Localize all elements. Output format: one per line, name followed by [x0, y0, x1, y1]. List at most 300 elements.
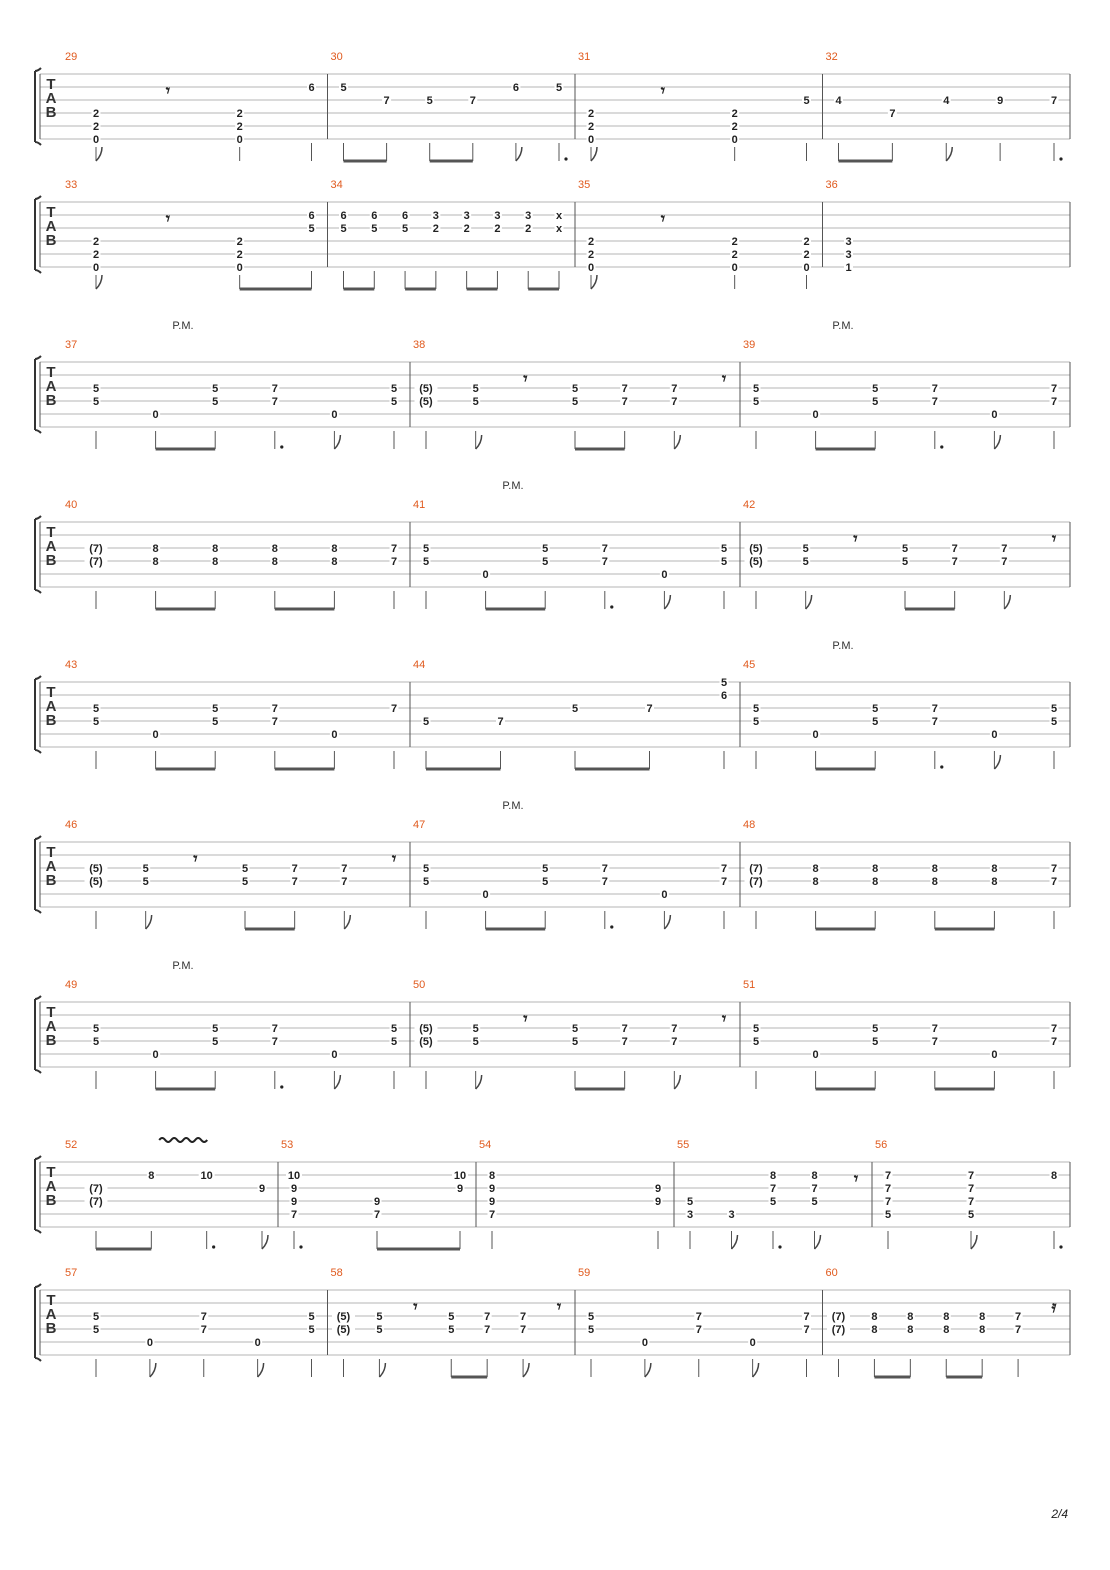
fret-number: 7 [497, 716, 504, 728]
fret-number: 7 [271, 716, 278, 728]
measure-number: 38 [413, 339, 426, 351]
fret-number: 7 [271, 703, 278, 715]
fret-number: 3 [432, 210, 439, 222]
fret-number: 7 [621, 1036, 628, 1048]
fret-number: 7 [621, 383, 628, 395]
fret-number: 5 [571, 1036, 579, 1048]
fret-number: 7 [931, 703, 938, 715]
rest-symbol: 𝄾 [523, 1011, 528, 1028]
fret-number: 5 [752, 716, 760, 728]
fret-number: 5 [142, 876, 149, 888]
fret-number: 0 [991, 409, 998, 421]
fret-number: 5 [555, 82, 563, 94]
fret-number: 5 [376, 1324, 383, 1336]
fret-number: 5 [884, 1209, 892, 1221]
fret-number: 7 [390, 556, 398, 568]
note-flag [994, 435, 1000, 449]
fret-number: 0 [731, 134, 738, 146]
tab-clef-letter: T [46, 204, 56, 221]
note-flag [379, 1363, 385, 1377]
tab-clef-letter: B [45, 1192, 57, 1209]
fret-number: (7) [749, 863, 763, 875]
fret-number: 5 [803, 95, 810, 107]
palm-mute-label: P.M. [172, 960, 194, 972]
fret-number: 5 [571, 703, 579, 715]
fret-number: 0 [254, 1337, 261, 1349]
tab-system [0, 800, 1110, 978]
fret-number: 0 [731, 262, 738, 274]
fret-number: 8 [811, 1170, 818, 1182]
measure-number: 52 [65, 1139, 78, 1151]
measure-number: 43 [65, 659, 78, 671]
measure-number: 44 [413, 659, 426, 671]
fret-number: 8 [991, 863, 998, 875]
page-number: 2/4 [1051, 1507, 1068, 1521]
fret-number: 0 [587, 262, 595, 274]
note-flag [753, 1363, 759, 1377]
fret-number: 8 [979, 1324, 986, 1336]
fret-number: 0 [482, 889, 489, 901]
fret-number: 7 [341, 876, 348, 888]
fret-number: 7 [390, 703, 398, 715]
fret-number: (7) [749, 876, 763, 888]
fret-number: 7 [520, 1324, 527, 1336]
fret-number: 0 [812, 1049, 819, 1061]
measure-number: 34 [330, 179, 343, 191]
fret-number: 9 [488, 1183, 496, 1195]
fret-number: 8 [872, 863, 879, 875]
tab-clef-letter: B [45, 1320, 57, 1337]
tab-clef-letter: B [45, 1032, 57, 1049]
tab-clef-letter: A [45, 858, 57, 875]
fret-number: 5 [212, 396, 219, 408]
duration-dot [1059, 157, 1062, 160]
fret-number: 5 [92, 396, 100, 408]
palm-mute-label: P.M. [502, 480, 524, 492]
vibrato-mark [159, 1138, 207, 1142]
fret-number: 7 [671, 1023, 678, 1035]
fret-number: 5 [422, 543, 430, 555]
note-flag [146, 915, 152, 929]
fret-number: 5 [720, 556, 728, 568]
fret-number: 2 [587, 121, 595, 133]
fret-number: 2 [525, 223, 532, 235]
fret-number: 7 [1015, 1324, 1022, 1336]
fret-number: 0 [152, 729, 159, 741]
fret-number: 5 [901, 543, 909, 555]
fret-number: 8 [331, 556, 338, 568]
fret-number: 5 [142, 863, 149, 875]
fret-number: 3 [494, 210, 501, 222]
fret-number: 7 [951, 556, 958, 568]
fret-number: 5 [542, 556, 549, 568]
duration-dot [940, 765, 943, 768]
tab-clef-letter: B [45, 232, 57, 249]
fret-number: 9 [290, 1183, 298, 1195]
tab-system [0, 640, 1110, 818]
rest-symbol: 𝄾 [853, 1171, 859, 1188]
tab-clef-letter: T [46, 1004, 56, 1021]
fret-number: 7 [1001, 556, 1008, 568]
fret-number: 7 [931, 396, 938, 408]
fret-number: 2 [463, 223, 470, 235]
fret-number: 2 [92, 108, 100, 120]
fret-number: 8 [931, 876, 938, 888]
measure-number: 35 [578, 179, 591, 191]
fret-number: 7 [390, 543, 398, 555]
fret-number: (5) [419, 396, 433, 408]
fret-number: 0 [152, 409, 159, 421]
fret-number: 8 [152, 543, 159, 555]
fret-number: 9 [373, 1196, 381, 1208]
measure-number: 55 [677, 1139, 690, 1151]
fret-number: 3 [686, 1209, 694, 1221]
fret-number: 7 [200, 1311, 207, 1323]
fret-number: 8 [271, 543, 278, 555]
fret-number: 0 [92, 262, 100, 274]
tab-clef-letter: T [46, 1292, 56, 1309]
fret-number: 5 [472, 1023, 479, 1035]
fret-number: 7 [720, 863, 728, 875]
palm-mute-label: P.M. [832, 640, 854, 652]
note-flag [664, 595, 670, 609]
duration-dot [940, 445, 943, 448]
fret-number: 8 [812, 863, 819, 875]
note-flag [96, 275, 102, 289]
fret-number: 8 [943, 1324, 950, 1336]
fret-number: 5 [872, 1023, 879, 1035]
fret-number: 5 [571, 396, 579, 408]
tab-clef-letter: T [46, 844, 56, 861]
fret-number: 5 [212, 716, 219, 728]
fret-number: 7 [671, 1036, 678, 1048]
measure-number: 30 [330, 51, 343, 63]
measure-number: 54 [479, 1139, 492, 1151]
tab-system [0, 960, 1110, 1138]
note-flag [96, 147, 102, 161]
fret-number: 0 [331, 409, 338, 421]
measure-number: 33 [65, 179, 78, 191]
fret-number: 7 [373, 1209, 381, 1221]
tab-clef-letter: T [46, 364, 56, 381]
fret-number: 7 [601, 876, 608, 888]
fret-number: 5 [901, 556, 909, 568]
fret-number: 2 [731, 236, 738, 248]
fret-number: x [555, 210, 563, 222]
duration-dot [564, 157, 567, 160]
tab-system [0, 179, 1110, 338]
fret-number: 2 [432, 223, 439, 235]
fret-number: 7 [383, 95, 390, 107]
fret-number: 5 [872, 716, 879, 728]
tab-clef-letter: A [45, 90, 57, 107]
fret-number: 1 [845, 262, 852, 274]
fret-number: 0 [661, 889, 668, 901]
fret-number: 9 [456, 1183, 464, 1195]
tab-staff [0, 819, 1110, 978]
fret-number: 8 [212, 543, 219, 555]
fret-number: (5) [419, 1036, 433, 1048]
rest-symbol: 𝄾 [721, 1011, 727, 1028]
fret-number: (5) [749, 556, 763, 568]
fret-number: 5 [390, 396, 398, 408]
tab-staff [0, 979, 1110, 1138]
fret-number: 5 [1050, 703, 1058, 715]
note-flag [732, 1235, 738, 1249]
duration-dot [299, 1245, 302, 1248]
fret-number: 5 [571, 1023, 579, 1035]
fret-number: 7 [271, 1036, 278, 1048]
note-flag [971, 1235, 977, 1249]
note-flag [334, 435, 340, 449]
fret-number: 5 [340, 223, 347, 235]
fret-number: 0 [587, 134, 595, 146]
rest-symbol: 𝄾 [660, 83, 665, 100]
duration-dot [778, 1245, 781, 1248]
fret-number: 0 [482, 569, 489, 581]
fret-number: 0 [749, 1337, 756, 1349]
fret-number: 8 [812, 876, 819, 888]
fret-number: 7 [884, 1183, 892, 1195]
rest-symbol: 𝄾 [391, 851, 397, 868]
fret-number: 2 [92, 249, 100, 261]
fret-number: 8 [907, 1311, 914, 1323]
palm-mute-label: P.M. [172, 320, 194, 332]
fret-number: 5 [752, 1023, 760, 1035]
fret-number: 5 [422, 876, 430, 888]
tab-clef-letter: A [45, 698, 57, 715]
fret-number: 7 [1050, 863, 1058, 875]
measure-number: 51 [743, 979, 756, 991]
fret-number: (7) [89, 1196, 103, 1208]
fret-number: 7 [695, 1311, 702, 1323]
fret-number: 2 [731, 121, 738, 133]
fret-number: 7 [488, 1209, 496, 1221]
fret-number: 7 [811, 1183, 818, 1195]
rest-symbol: 𝄾 [165, 211, 170, 228]
fret-number: 5 [371, 223, 378, 235]
fret-number: 7 [931, 383, 938, 395]
rest-symbol: 𝄾 [853, 531, 858, 548]
fret-number: 7 [1050, 1036, 1058, 1048]
fret-number: 7 [1050, 1023, 1058, 1035]
measure-number: 31 [578, 51, 591, 63]
note-flag [674, 1075, 680, 1089]
fret-number: (5) [749, 543, 763, 555]
fret-number: (5) [89, 876, 103, 888]
tab-clef-letter: B [45, 552, 57, 569]
fret-number: 2 [494, 223, 501, 235]
fret-number: (5) [419, 1023, 433, 1035]
fret-number: 7 [967, 1170, 975, 1182]
fret-number: 7 [931, 1036, 938, 1048]
fret-number: 7 [291, 863, 298, 875]
measure-number: 58 [330, 1267, 343, 1279]
measure-number: 37 [65, 339, 78, 351]
fret-number: 9 [997, 95, 1004, 107]
fret-number: 5 [92, 1324, 100, 1336]
fret-number: 5 [308, 223, 315, 235]
fret-number: 7 [967, 1196, 975, 1208]
note-flag [946, 147, 952, 161]
measure-number: 48 [743, 819, 756, 831]
fret-number: 5 [308, 1324, 315, 1336]
tab-clef-letter: A [45, 1306, 57, 1323]
tab-clef-letter: B [45, 104, 57, 121]
fret-number: 5 [448, 1324, 455, 1336]
fret-number: 4 [835, 95, 842, 107]
fret-number: 8 [769, 1170, 777, 1182]
fret-number: 6 [512, 82, 519, 94]
tab-system [0, 1267, 1110, 1426]
note-flag [334, 1075, 340, 1089]
tab-clef-letter: A [45, 218, 57, 235]
fret-number: 8 [979, 1311, 986, 1323]
fret-number: 5 [752, 1036, 760, 1048]
fret-number: 7 [601, 556, 608, 568]
fret-number: 5 [802, 556, 809, 568]
fret-number: 7 [290, 1209, 298, 1221]
measure-number: 40 [65, 499, 78, 511]
fret-number: 5 [811, 1196, 818, 1208]
fret-number: 0 [991, 1049, 998, 1061]
fret-number: (7) [831, 1311, 846, 1323]
measure-number: 42 [743, 499, 756, 511]
duration-dot [280, 445, 283, 448]
fret-number: 7 [803, 1311, 810, 1323]
tab-clef-letter: B [45, 712, 57, 729]
note-flag [258, 1363, 264, 1377]
tab-clef-letter: A [45, 538, 57, 555]
measure-number: 50 [413, 979, 426, 991]
fret-number: 8 [212, 556, 219, 568]
measure-number: 53 [281, 1139, 294, 1151]
duration-dot [280, 1085, 283, 1088]
fret-number: 5 [542, 543, 549, 555]
fret-number: 5 [587, 1311, 595, 1323]
fret-number: 7 [601, 863, 608, 875]
fret-number: 5 [571, 383, 579, 395]
fret-number: 5 [542, 863, 549, 875]
measure-number: 57 [65, 1267, 78, 1279]
note-flag [523, 1363, 529, 1377]
note-flag [150, 1363, 156, 1377]
fret-number: 5 [92, 1311, 100, 1323]
fret-number: 2 [587, 236, 595, 248]
fret-number: 5 [212, 383, 219, 395]
rest-symbol: 𝄾 [523, 371, 528, 388]
note-flag [815, 1235, 821, 1249]
fret-number: 6 [308, 210, 315, 222]
fret-number: 7 [884, 1196, 892, 1208]
fret-number: 3 [845, 249, 852, 261]
rest-symbol: 𝄾 [413, 1299, 418, 1316]
fret-number: 5 [390, 383, 398, 395]
fret-number: 5 [212, 703, 219, 715]
fret-number: 0 [236, 262, 243, 274]
measure-number: 45 [743, 659, 756, 671]
fret-number: 2 [92, 121, 100, 133]
fret-number: 2 [587, 249, 595, 261]
fret-number: 2 [236, 249, 243, 261]
fret-number: 10 [200, 1170, 213, 1182]
fret-number: 5 [92, 1023, 100, 1035]
fret-number: 0 [661, 569, 668, 581]
note-flag [806, 595, 812, 609]
measure-number: 59 [578, 1267, 591, 1279]
fret-number: 4 [943, 95, 950, 107]
fret-number: 7 [1050, 383, 1058, 395]
fret-number: 7 [484, 1324, 491, 1336]
fret-number: 0 [152, 1049, 159, 1061]
fret-number: 7 [271, 396, 278, 408]
fret-number: x [555, 223, 563, 235]
fret-number: 7 [951, 543, 958, 555]
note-flag [645, 1363, 651, 1377]
fret-number: 3 [463, 210, 470, 222]
fret-number: 6 [720, 690, 728, 702]
fret-number: 7 [621, 1023, 628, 1035]
palm-mute-label: P.M. [832, 320, 854, 332]
tab-staff [0, 1267, 1110, 1426]
note-flag [674, 435, 680, 449]
fret-number: 5 [422, 863, 430, 875]
fret-number: 7 [621, 396, 628, 408]
fret-number: 2 [236, 236, 243, 248]
fret-number: 7 [1015, 1311, 1022, 1323]
fret-number: 5 [872, 1036, 879, 1048]
fret-number: 7 [803, 1324, 810, 1336]
duration-dot [1059, 1245, 1062, 1248]
fret-number: 5 [92, 383, 100, 395]
rest-symbol: 𝄾 [721, 371, 727, 388]
fret-number: (5) [336, 1324, 351, 1336]
fret-number: 8 [931, 863, 938, 875]
note-flag [476, 1075, 482, 1089]
fret-number: 8 [871, 1311, 878, 1323]
fret-number: 8 [943, 1311, 950, 1323]
fret-number: 7 [1001, 543, 1008, 555]
fret-number: 7 [695, 1324, 702, 1336]
fret-number: 0 [803, 262, 810, 274]
fret-number: 6 [402, 210, 409, 222]
fret-number: 9 [258, 1183, 266, 1195]
tab-clef-letter: A [45, 1178, 57, 1195]
fret-number: 5 [422, 716, 430, 728]
fret-number: 9 [488, 1196, 496, 1208]
fret-number: 7 [931, 716, 938, 728]
fret-number: 7 [884, 1170, 892, 1182]
fret-number: (5) [336, 1311, 351, 1323]
measure-number: 56 [875, 1139, 888, 1151]
fret-number: 7 [341, 863, 348, 875]
fret-number: 0 [92, 134, 100, 146]
fret-number: 8 [488, 1170, 496, 1182]
fret-number: 5 [587, 1324, 595, 1336]
fret-number: 5 [472, 383, 479, 395]
fret-number: 5 [92, 703, 100, 715]
fret-number: 5 [448, 1311, 455, 1323]
fret-number: 7 [200, 1324, 207, 1336]
note-flag [476, 435, 482, 449]
fret-number: 7 [967, 1183, 975, 1195]
fret-number: 7 [671, 396, 678, 408]
fret-number: 0 [812, 729, 819, 741]
fret-number: 2 [92, 236, 100, 248]
fret-number: 7 [520, 1311, 527, 1323]
fret-number: 7 [646, 703, 653, 715]
tab-staff [0, 499, 1110, 658]
